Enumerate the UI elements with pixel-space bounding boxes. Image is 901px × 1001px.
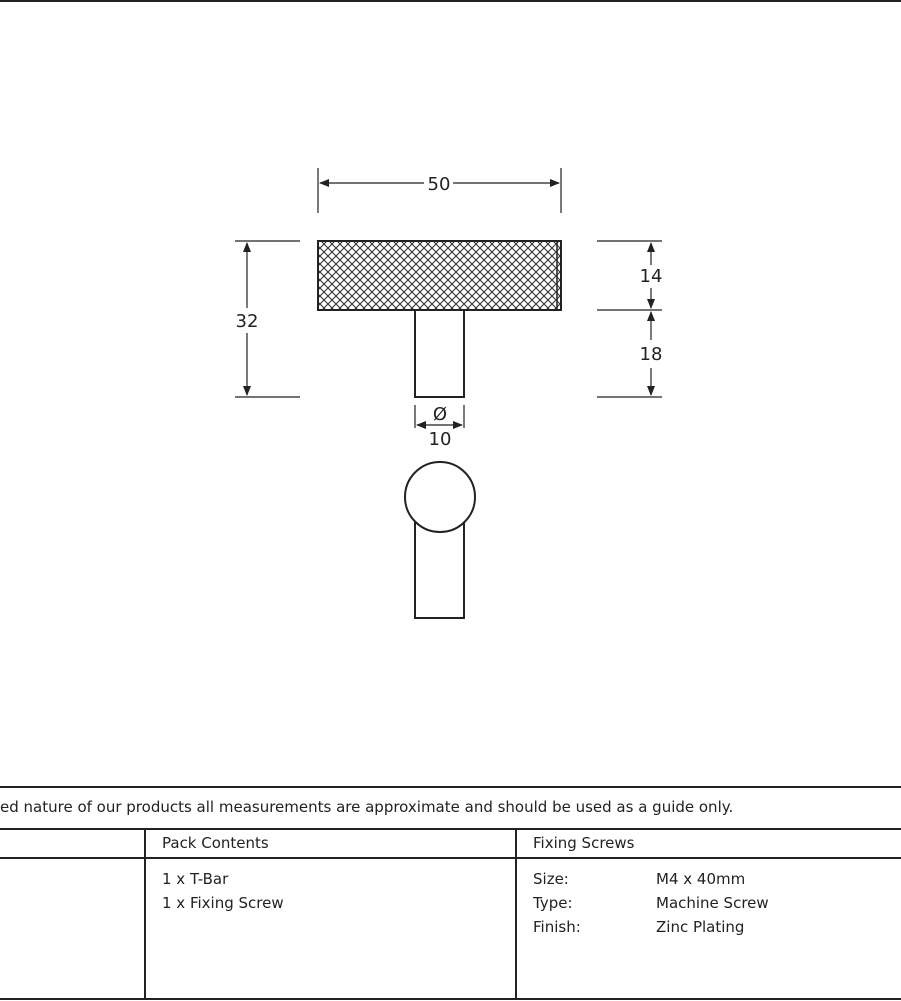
width-dimension-label: 50 [427, 174, 451, 195]
pack-contents-item: 1 x T-Bar [162, 870, 229, 888]
column-divider-1 [144, 828, 146, 1000]
screw-type-value: Machine Screw [656, 894, 769, 912]
knurled-head [318, 241, 561, 310]
pack-contents-item: 1 x Fixing Screw [162, 894, 284, 912]
diameter-label: 10 [428, 429, 452, 450]
head-height-label: 14 [639, 266, 663, 287]
diameter-symbol: Ø [432, 404, 448, 425]
screw-finish-value: Zinc Plating [656, 918, 745, 936]
screw-type-label: Type: [533, 894, 573, 912]
stem-height-label: 18 [639, 344, 663, 365]
table-header-top-line [0, 828, 901, 830]
fixing-screws-header: Fixing Screws [533, 834, 635, 852]
disclaimer-text: ed nature of our products all measurements are approximate and should be used as a guide only. [0, 798, 734, 816]
stem [415, 310, 464, 397]
screw-size-value: M4 x 40mm [656, 870, 746, 888]
table-top-line [0, 786, 901, 788]
screw-size-label: Size: [533, 870, 569, 888]
side-view-head [405, 462, 475, 532]
pack-contents-header: Pack Contents [162, 834, 269, 852]
table-bottom-line [0, 998, 901, 1000]
table-header-bottom-line [0, 857, 901, 859]
height-dimension-label: 32 [235, 311, 259, 332]
spec-table [0, 786, 901, 1001]
column-divider-2 [515, 828, 517, 1000]
screw-finish-label: Finish: [533, 918, 581, 936]
